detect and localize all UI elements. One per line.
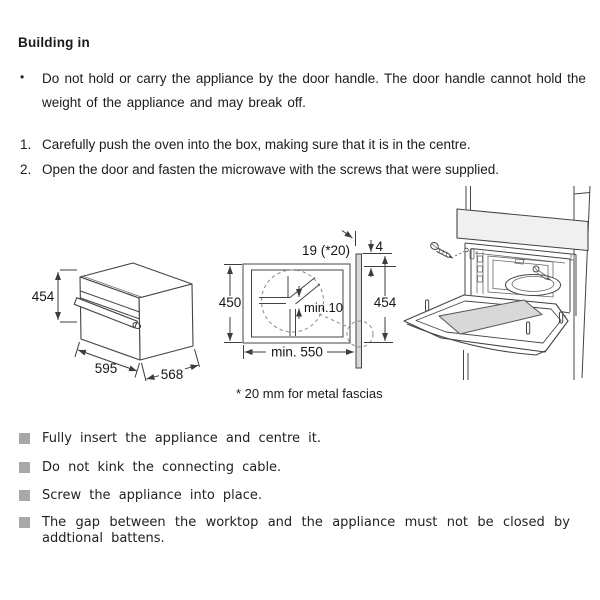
front-height-label: 454: [373, 295, 397, 310]
step-1-text: Carefully push the oven into the box, making sure that it is in the centre.: [42, 137, 471, 152]
checklist: [18, 431, 570, 547]
oven-width-label: 595: [94, 361, 118, 376]
checklist-bullet-square: [19, 433, 30, 444]
checklist-item: [18, 431, 570, 447]
oven-depth-label: 568: [160, 367, 184, 382]
warning-bullet-dot: •: [20, 70, 25, 84]
checklist-item-text: Screw the appliance into place.: [42, 488, 263, 503]
checklist-bullet-square: [19, 517, 30, 528]
microwave-installation-diagram: [400, 185, 600, 382]
checklist-item-text: The gap between the worktop and the appliance must not be closed by addtional battens.: [42, 515, 570, 546]
fascia-footnote: * 20 mm for metal fascias: [236, 386, 383, 401]
niche-cross-section-diagram: [215, 228, 400, 372]
fixing-screw-left: [429, 241, 468, 258]
checklist-item-text: Do not kink the connecting cable.: [42, 460, 282, 475]
checklist-item: [18, 515, 570, 547]
checklist-item: [18, 460, 570, 476]
fascia-panel: [356, 254, 362, 368]
turntable-plate: [506, 275, 561, 296]
open-door: [404, 295, 568, 355]
oven-height-label: 454: [31, 289, 55, 304]
top-overlap-label: 4: [375, 239, 384, 254]
warning-text: Do not hold or carry the appliance by the door handle. The door handle cannot hold the weight of the appliance and may break off.: [42, 71, 586, 110]
oven-dimensions-diagram: [25, 245, 215, 395]
page-title: Building in: [18, 35, 90, 50]
oven-outline: [74, 263, 193, 360]
checklist-item: [18, 488, 570, 504]
niche-height-label: 450: [218, 295, 242, 310]
checklist-item-text: Fully insert the appliance and centre it.: [42, 431, 321, 446]
checklist-bullet-square: [19, 490, 30, 501]
fascia-thickness-label: 19 (*20): [301, 243, 350, 258]
cable-clearance-label: min.10: [304, 300, 344, 315]
step-1-number: 1.: [20, 137, 32, 152]
step-2-number: 2.: [20, 162, 32, 177]
checklist-bullet-square: [19, 462, 30, 473]
step-2-text: Open the door and fasten the microwave with the screws that were supplied.: [42, 162, 499, 177]
niche-depth-label: min. 550: [271, 344, 323, 360]
